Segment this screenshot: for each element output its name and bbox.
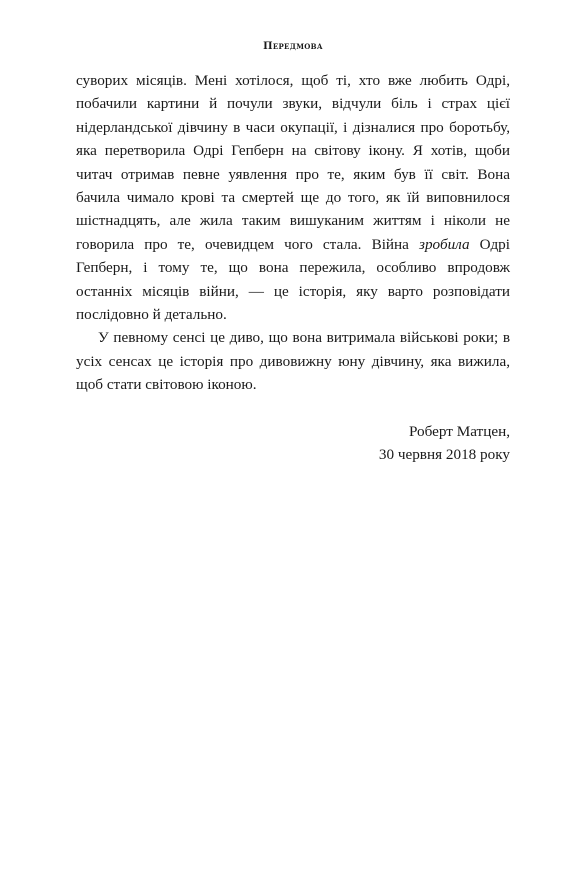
body-text [76,69,510,467]
paragraph-1-italic-word: зробила [419,235,470,253]
paragraph-1-end: Одрі Гепберн, і тому те, що вона пережила, особливо впродовж останніх місяців війни, — це історія, яку варто розповідати послідовно й детально. [76,235,510,324]
paragraph-1-start: суворих місяців. Мені хотілося, щоб ті, хто вже любить Одрі, побачили картини й почули звуки, відчули біль і страх цієї нідерландської дівчину в часи окупації, і дізналися про боротьбу, яка перетворила Одрі Гепберн на світову ікону. Я хотів, щоби читач отримав певне уявлення про те, яким був її світ. Вона бачила чимало крові та смертей ще до того, як їй виповнилося шістнадцять, але жила таким вишуканим життям і ніколи не говорила про те, очевидцем чого стала. Війна [76,72,510,253]
paragraph-1 [76,69,510,326]
signature-date: 30 червня 2018 року [378,446,510,464]
paragraph-2: У певному сенсі це диво, що вона витримала військові роки; в усіх сенсах це історія про дивовижну юну дівчину, яка вижила, щоб стати світовою іконою. [76,329,510,394]
running-header: Передмова [263,41,323,52]
signature-author: Роберт Матцен, [408,422,510,440]
signature-block [76,420,510,467]
